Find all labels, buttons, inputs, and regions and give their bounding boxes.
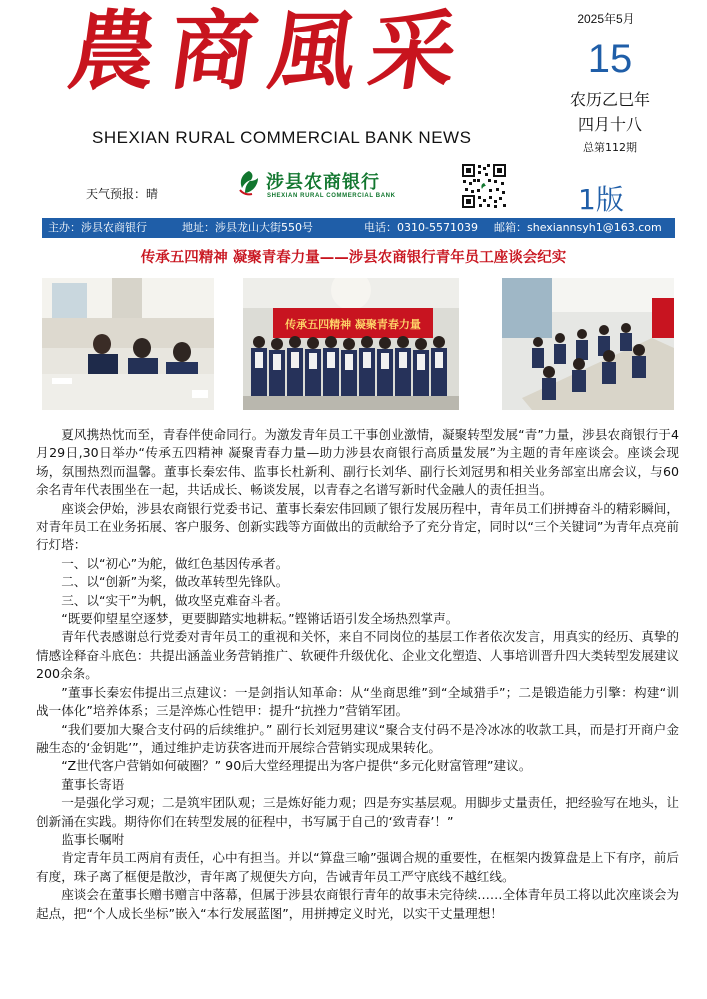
email-text: 邮箱：shexiannsyh1@163.com (494, 221, 662, 234)
banner-text: 传承五四精神 凝聚青春力量 (285, 318, 421, 331)
article-paragraph: 夏风携热忱而至，青春伴使命同行。为激发青年员工干事创业激情，凝聚转型发展“青”力量，涉县农商银行于4月29日,30日举办“传承五四精神 凝聚青春力量—助力涉县农商银行高质量发展”为主题的青年座谈会。座谈会现场，氛围热烈而温馨。董事长秦宏伟、监事长杜新利、副行长刘华、副行长刘冠男和相关业务部室出席会议，与60余名青年代表围坐在一起，共话成长、畅谈发展，以青春之名谱写新时代金融人的责任担当。 (36, 427, 679, 498)
article-list-item: 二、以“创新”为桨，做改革转型先锋队。 (61, 574, 289, 590)
weather-forecast: 天气预报：晴 (86, 187, 159, 201)
sponsor-text: 主办：涉县农商银行 (48, 221, 147, 234)
phone-text: 电话：0310-5571039 (364, 221, 478, 234)
date-year-month: 2025年5月 (577, 12, 635, 26)
article-list-item: 三、以“实干”为帆，做攻坚克难奋斗者。 (61, 592, 289, 608)
bank-logo-en: SHEXIAN RURAL COMMERCIAL BANK (267, 193, 396, 199)
masthead-english-title: SHEXIAN RURAL COMMERCIAL BANK NEWS (92, 128, 472, 147)
qr-code-icon (461, 163, 507, 209)
article-paragraph: 青年代表感谢总行党委对青年员工的重视和关怀，来自不同岗位的基层工作者依次发言，用真实的经历、真挚的情感诠释奋斗底色：共提出涵盖业务营销推广、软硬件升级优化、企业文化塑造、人事培训晋升四大类转型发展建议200余条。 (36, 629, 679, 682)
article-paragraph: 一是强化学习观；二是筑牢团队观；三是炼好能力观；四是夯实基层观。用脚步丈量责任，把经验写在地头，让创新涌在实践。期待你们在转型发展的征程中，书写属于自己的‘致青春’！” (36, 795, 679, 829)
article-headline: 传承五四精神 凝聚青春力量——涉县农商银行青年员工座谈会纪实 (140, 250, 567, 266)
article-body (36, 426, 679, 923)
issue-number: 总第112期 (583, 141, 637, 154)
section-heading-chairman: 董事长寄语 (61, 776, 125, 792)
section-heading-supervisor: 监事长嘱咐 (61, 831, 125, 847)
photo-meeting-room (502, 278, 674, 410)
info-bar (42, 218, 675, 238)
date-block (545, 10, 675, 155)
masthead-title: 農商風采 (62, 1, 478, 102)
lunar-day: 四月十八 (577, 115, 642, 134)
article-paragraph: “既要仰望星空逐梦，更要脚踏实地耕耘。”铿锵话语引发全场热烈掌声。 (61, 611, 459, 627)
article-paragraph: ”董事长秦宏伟提出三点建议：一是剑指认知革命：从“坐商思维”到“全域猎手”；二是锻造能力引擎：构建“训战一体化”培养体系；三是淬炼心性铠甲：提升“抗挫力”营销军团。 (36, 684, 679, 719)
date-day: 15 (587, 37, 633, 81)
article-paragraph: 座谈会在董事长赠书赠言中落幕，但属于涉县农商银行青年的故事未完待续……全体青年员工将以此次座谈会为起点，把“个人成长坐标”嵌入“本行发展蓝图”，用拼搏定义时光，以实干丈量理想！ (36, 887, 679, 921)
edition-label: 1版 (578, 183, 624, 216)
lunar-year: 农历乙巳年 (569, 90, 650, 109)
article-paragraph: “我们要加大聚合支付码的后续维护。” 副行长刘冠男建议“聚合支付码不是冷冰冰的收款工具，而是打开商户金融生态的‘金钥匙’”，通过维护走访获客进而开展综合营销实现成果转化。 (36, 721, 679, 755)
article-list-item: 一、以“初心”为舵，做红色基因传承者。 (61, 555, 289, 571)
bank-logo-cn: 涉县农商银行 (266, 172, 380, 193)
article-paragraph: 肯定青年员工两肩有责任，心中有担当。并以“算盘三喻”强调合规的重要性，在框架内拨算盘是上下有序，前后有度，珠子离了框便是散沙，青年离了规便失方向，告诫青年员工严守底线不越红线。 (36, 850, 679, 884)
article-paragraph: “Z世代客户营销如何破圈？” 90后大堂经理提出为客户提供“多元化财富管理”建议。 (61, 758, 532, 774)
article-paragraph: 座谈会伊始，涉县农商银行党委书记、董事长秦宏伟回顾了银行发展历程中，青年员工们拼搏奋斗的精彩瞬间，对青年员工在业务拓展、客户服务、创新实践等方面做出的贡献给予了充分肯定，同时以“三个关键词”为青年点亮前行灯塔： (36, 500, 679, 553)
photo-meeting-left (42, 278, 214, 410)
address-text: 地址：涉县龙山大街550号 (182, 221, 313, 234)
photo-group (243, 278, 459, 410)
bank-logo (234, 166, 404, 206)
bank-logo-icon (234, 168, 264, 198)
